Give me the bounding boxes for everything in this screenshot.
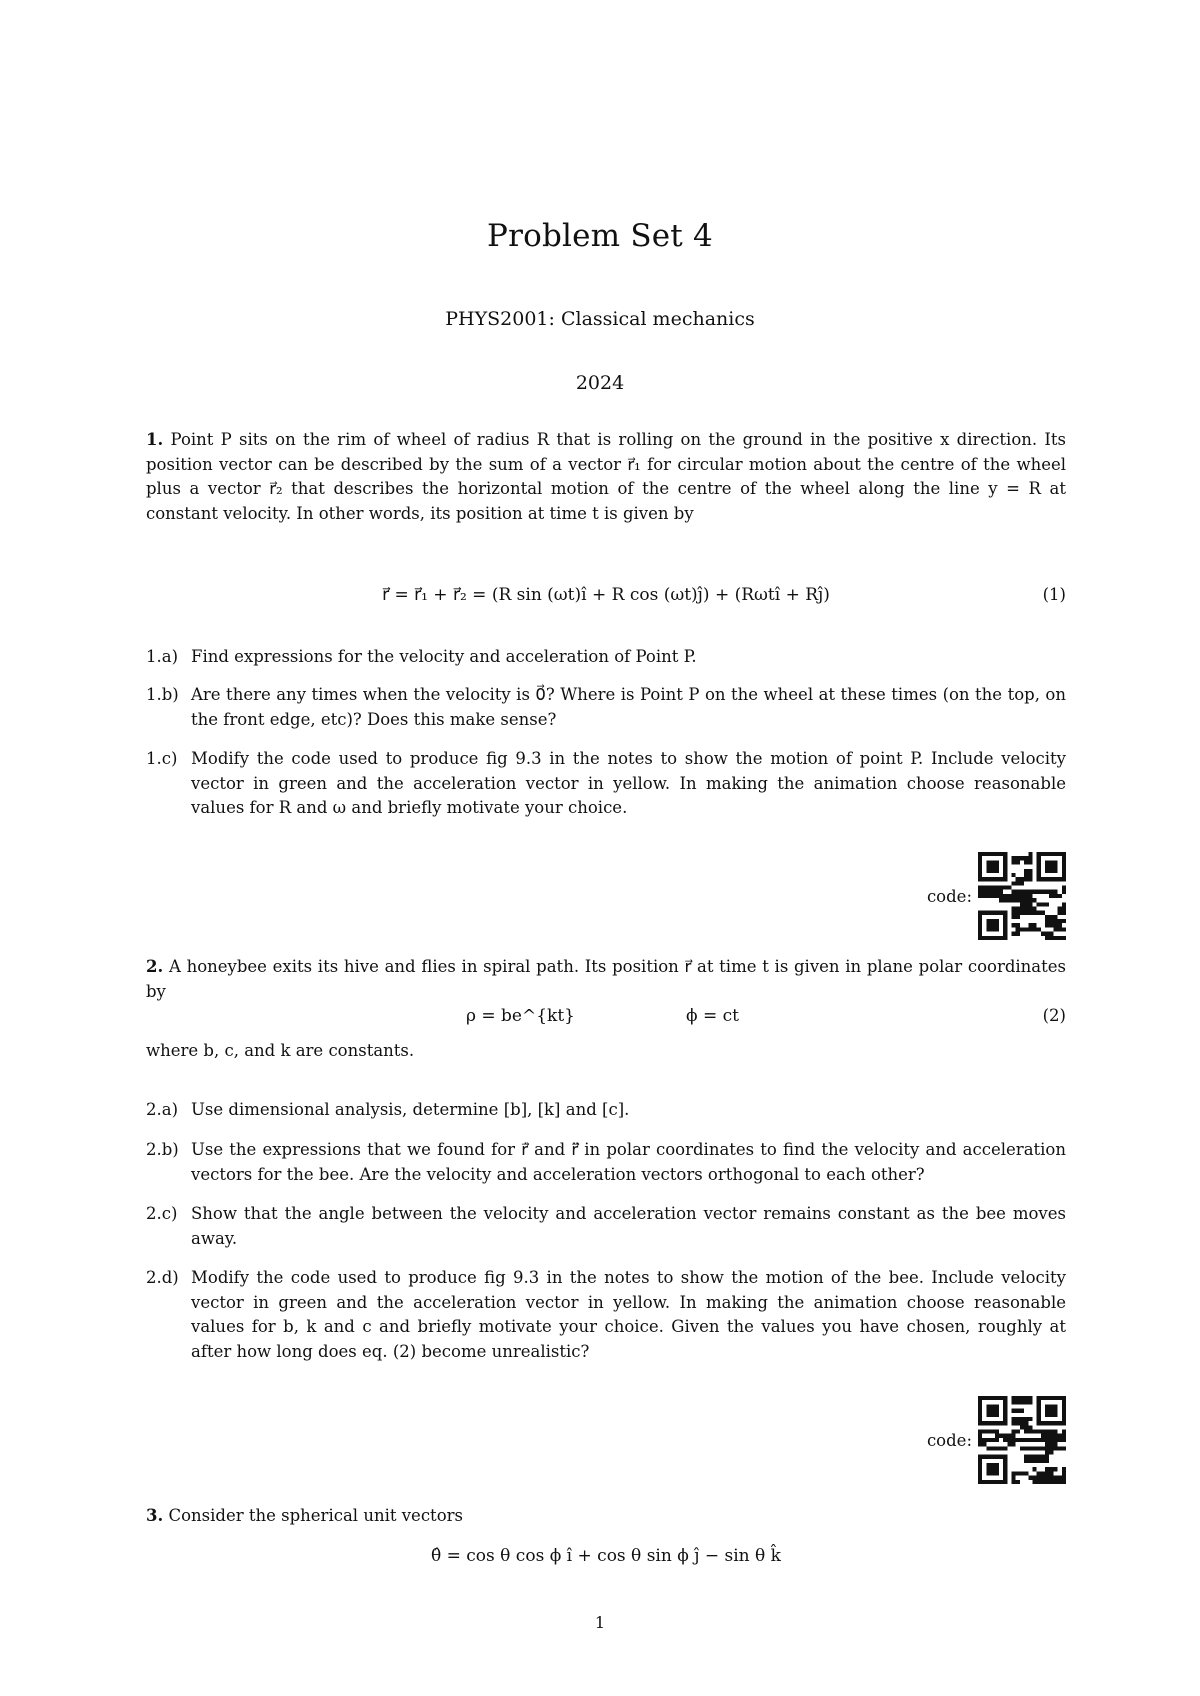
page-number: 1 <box>594 1613 606 1632</box>
equation-left: ρ = be^{kt} <box>466 1006 575 1026</box>
problem-statement: A honeybee exits its hive and flies in spiral path. Its position r⃗ at time t is given in plane polar coordinates by <box>146 957 1067 1001</box>
page-title: Problem Set 4 <box>487 218 713 254</box>
subproblem-text: Are there any times when the velocity is 0⃗? Where is Point P on the wheel at these times (on the top, on the front edge, etc)? Does this make sense? <box>191 685 1066 729</box>
subproblem-text: Modify the code used to produce fig 9.3 in the notes to show the motion of point P. Include velocity vector in green and the acceleration vector in yellow. In making the animation choose reasonable values for R and ω and briefly motivate your choice. <box>191 749 1066 817</box>
problem-number: 3. <box>146 1506 164 1525</box>
subproblem-text: Find expressions for the velocity and acceleration of Point P. <box>191 647 697 666</box>
subproblem-text: Use the expressions that we found for r⃗̇ and r⃗̈ in polar coordinates to find the velocity and acceleration vectors for the bee. Are the velocity and acceleration vectors orthogonal to each other? <box>191 1140 1066 1184</box>
subproblem-1b <box>146 683 1066 732</box>
code-qr-2[interactable] <box>927 1396 1066 1484</box>
problem-2-after: where b, c, and k are constants. <box>146 1041 415 1060</box>
subproblem-label: 2.d) <box>146 1268 179 1287</box>
subproblem-2c <box>146 1202 1066 1251</box>
code-qr-1[interactable] <box>927 852 1066 940</box>
equation-3: θ̂ = cos θ cos ϕ î + cos θ sin ϕ ĵ − sin θ k̂ <box>431 1546 781 1566</box>
subproblem-label: 2.a) <box>146 1100 179 1119</box>
subproblem-1c <box>146 747 1066 821</box>
course-name: PHYS2001: Classical mechanics <box>445 308 755 330</box>
subproblem-2b <box>146 1138 1066 1187</box>
subproblem-label: 1.a) <box>146 647 179 666</box>
problem-number: 1. <box>146 430 164 449</box>
code-label: code: <box>926 886 972 906</box>
problem-3-text <box>146 1504 1066 1529</box>
problem-number: 2. <box>146 957 164 976</box>
qr-code-icon[interactable] <box>978 1396 1066 1484</box>
subproblem-1a <box>146 645 1066 670</box>
subproblem-text: Use dimensional analysis, determine [b], [k] and [c]. <box>191 1100 630 1119</box>
subproblem-label: 1.c) <box>146 749 178 768</box>
subproblem-text: Modify the code used to produce fig 9.3 in the notes to show the motion of the bee. Include velocity vector in green and the acceleration vector in yellow. In making the animation choose reasonable values for b, k and c and briefly motivate your choice. Given the values you have chosen, roughly at after how long does eq. (2) become unrealistic? <box>191 1268 1066 1361</box>
subproblem-label: 2.b) <box>146 1140 179 1159</box>
code-label: code: <box>926 1430 972 1450</box>
problem-statement: Point P sits on the rim of wheel of radius R that is rolling on the ground in the positive x direction. Its position vector can be described by the sum of a vector r⃗₁ for circular motion about the centre of the wheel plus a vector r⃗₂ that describes the horizontal motion of the centre of the wheel along the line y = R at constant velocity. In other words, its position at time t is given by <box>146 430 1067 523</box>
subproblem-label: 1.b) <box>146 685 179 704</box>
year: 2024 <box>575 372 625 394</box>
problem-1-text <box>146 428 1066 526</box>
subproblem-text: Show that the angle between the velocity and acceleration vector remains constant as the bee moves away. <box>191 1204 1066 1248</box>
equation-1: r⃗ = r⃗₁ + r⃗₂ = (R sin (ωt)î + R cos (ωt)ĵ) + (Rωtî + Rĵ) <box>382 585 830 605</box>
problem-2-text <box>146 955 1066 1004</box>
subproblem-2d <box>146 1266 1066 1364</box>
problem-statement: Consider the spherical unit vectors <box>168 1506 463 1525</box>
subproblem-label: 2.c) <box>146 1204 178 1223</box>
qr-code-icon[interactable] <box>978 852 1066 940</box>
equation-right: ϕ = ct <box>686 1006 739 1026</box>
equation-number: (1) <box>1042 585 1066 604</box>
subproblem-2a <box>146 1098 1066 1123</box>
equation-number: (2) <box>1042 1006 1066 1025</box>
